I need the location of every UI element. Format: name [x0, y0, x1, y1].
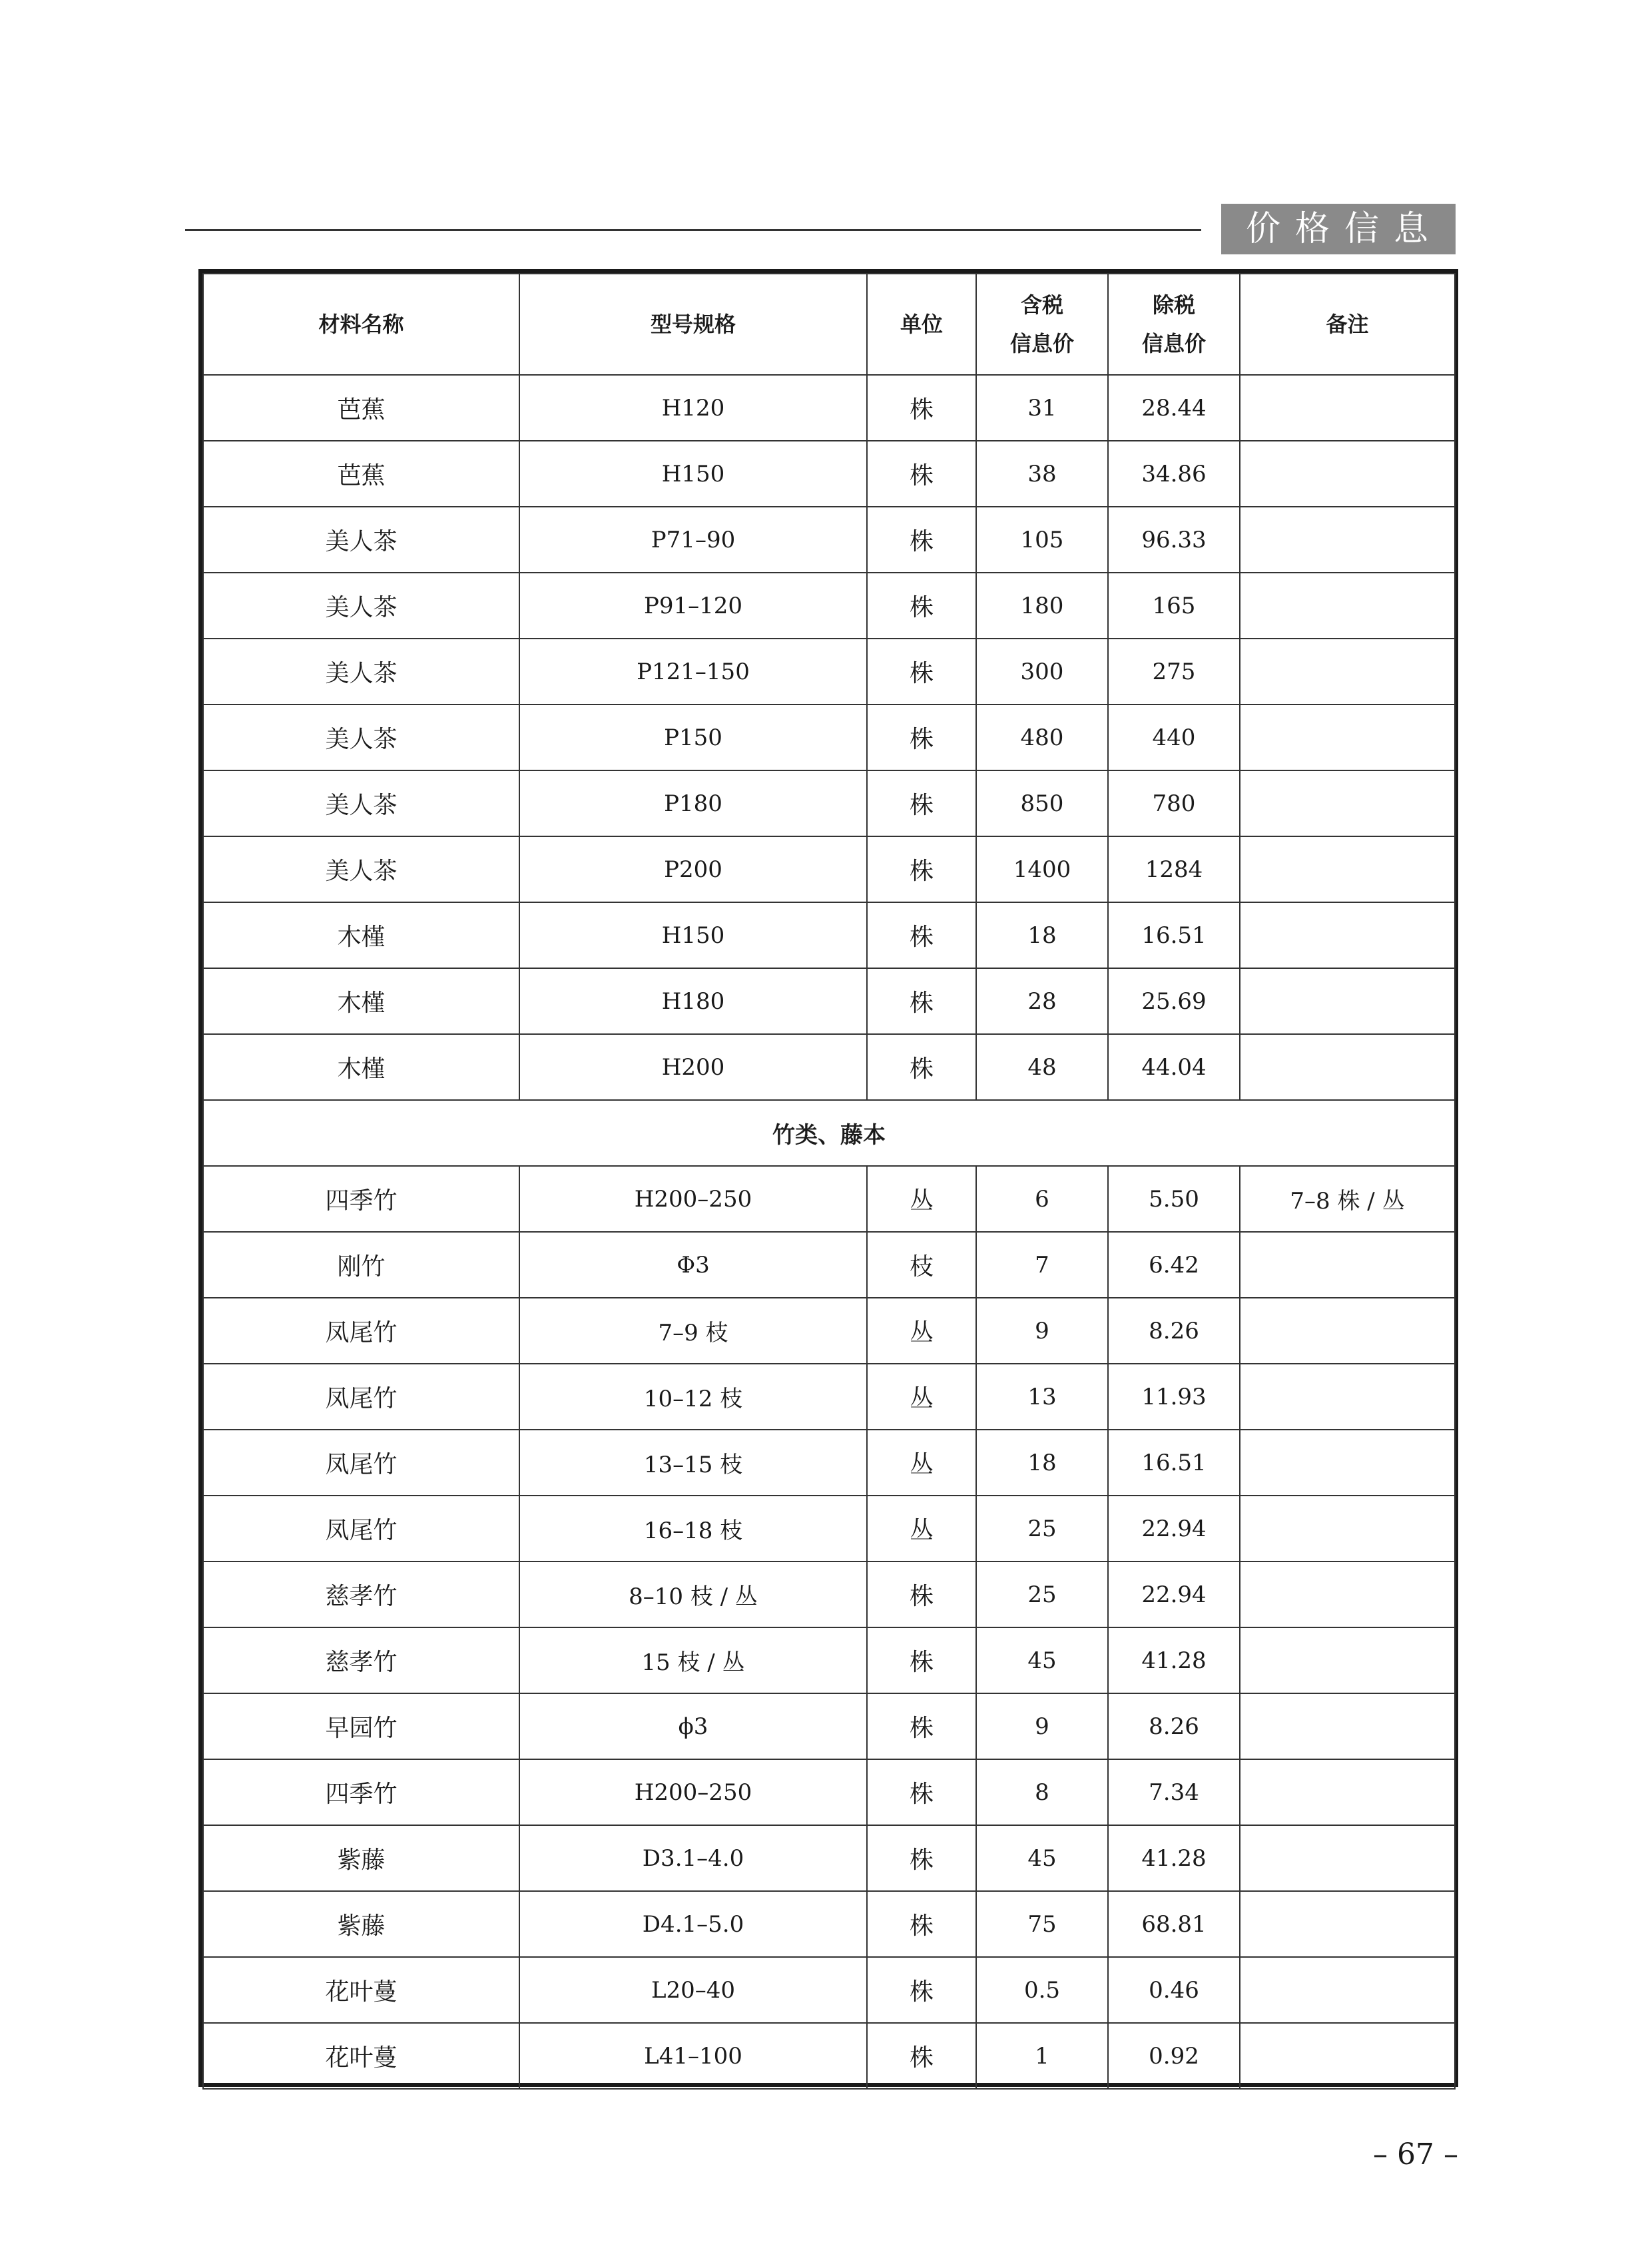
col-header-tax-inclusive-price: 含税 信息价	[976, 274, 1108, 375]
cell-spec: ϕ3	[519, 1693, 867, 1759]
cell-unit: 枝	[867, 1232, 976, 1298]
cell-remarks	[1240, 639, 1455, 705]
cell-tax-inclusive-price: 105	[976, 507, 1108, 573]
cell-spec: P71–90	[519, 507, 867, 573]
cell-tax-inclusive-price: 48	[976, 1034, 1108, 1100]
cell-spec: H200–250	[519, 1166, 867, 1232]
table-body-b	[203, 1166, 1455, 2089]
cell-remarks	[1240, 507, 1455, 573]
table-row	[203, 1166, 1455, 1232]
cell-spec: P180	[519, 770, 867, 836]
section-title-box	[1221, 204, 1456, 254]
cell-spec: H180	[519, 968, 867, 1034]
col-header-remarks: 备注	[1240, 274, 1455, 375]
cell-spec: H150	[519, 902, 867, 968]
cell-spec: 8–10 枝 / 丛	[519, 1561, 867, 1627]
cell-tax-exclusive-price: 165	[1108, 573, 1240, 639]
cell-tax-exclusive-price: 0.46	[1108, 1957, 1240, 2023]
table-row	[203, 1957, 1455, 2023]
cell-remarks	[1240, 1496, 1455, 1561]
cell-tax-inclusive-price: 38	[976, 441, 1108, 507]
cell-remarks	[1240, 1364, 1455, 1430]
cell-tax-exclusive-price: 44.04	[1108, 1034, 1240, 1100]
page-number: – 67 –	[1373, 2137, 1458, 2171]
cell-unit: 丛	[867, 1496, 976, 1561]
cell-material-name: 四季竹	[203, 1166, 519, 1232]
cell-unit: 丛	[867, 1166, 976, 1232]
cell-material-name: 木槿	[203, 1034, 519, 1100]
cell-remarks	[1240, 1561, 1455, 1627]
table-header-row	[203, 274, 1455, 375]
table-row	[203, 836, 1455, 902]
cell-remarks	[1240, 2023, 1455, 2089]
cell-spec: H120	[519, 375, 867, 441]
cell-tax-exclusive-price: 0.92	[1108, 2023, 1240, 2089]
cell-remarks	[1240, 1957, 1455, 2023]
cell-spec: L20–40	[519, 1957, 867, 2023]
cell-remarks	[1240, 375, 1455, 441]
cell-material-name: 凤尾竹	[203, 1496, 519, 1561]
table-row	[203, 507, 1455, 573]
cell-tax-exclusive-price: 68.81	[1108, 1891, 1240, 1957]
cell-tax-inclusive-price: 25	[976, 1496, 1108, 1561]
cell-unit: 株	[867, 705, 976, 770]
cell-unit: 株	[867, 770, 976, 836]
cell-spec: H150	[519, 441, 867, 507]
table-row	[203, 1891, 1455, 1957]
cell-tax-inclusive-price: 9	[976, 1298, 1108, 1364]
cell-material-name: 紫藤	[203, 1825, 519, 1891]
cell-unit: 丛	[867, 1298, 976, 1364]
cell-spec: 16–18 枝	[519, 1496, 867, 1561]
cell-material-name: 花叶蔓	[203, 1957, 519, 2023]
cell-material-name: 凤尾竹	[203, 1364, 519, 1430]
table-row	[203, 705, 1455, 770]
table-row	[203, 968, 1455, 1034]
cell-tax-inclusive-price: 180	[976, 573, 1108, 639]
cell-tax-exclusive-price: 16.51	[1108, 902, 1240, 968]
cell-remarks	[1240, 573, 1455, 639]
cell-remarks	[1240, 705, 1455, 770]
cell-spec: D4.1–5.0	[519, 1891, 867, 1957]
cell-remarks	[1240, 1891, 1455, 1957]
cell-tax-inclusive-price: 1	[976, 2023, 1108, 2089]
table-row	[203, 1561, 1455, 1627]
table-section	[203, 1100, 1455, 1166]
cell-tax-exclusive-price: 5.50	[1108, 1166, 1240, 1232]
cell-tax-exclusive-price: 41.28	[1108, 1627, 1240, 1693]
section-label: 竹类、藤本	[203, 1100, 1455, 1166]
cell-unit: 株	[867, 573, 976, 639]
cell-tax-inclusive-price: 1400	[976, 836, 1108, 902]
cell-unit: 株	[867, 1891, 976, 1957]
cell-tax-inclusive-price: 300	[976, 639, 1108, 705]
table-row	[203, 770, 1455, 836]
cell-tax-exclusive-price: 25.69	[1108, 968, 1240, 1034]
price-table-container	[198, 269, 1458, 2087]
cell-tax-exclusive-price: 780	[1108, 770, 1240, 836]
header-rule	[185, 229, 1201, 231]
cell-unit: 株	[867, 639, 976, 705]
cell-unit: 株	[867, 375, 976, 441]
cell-tax-inclusive-price: 850	[976, 770, 1108, 836]
cell-tax-inclusive-price: 45	[976, 1627, 1108, 1693]
cell-material-name: 慈孝竹	[203, 1627, 519, 1693]
cell-spec: H200–250	[519, 1759, 867, 1825]
cell-tax-exclusive-price: 275	[1108, 639, 1240, 705]
table-row	[203, 2023, 1455, 2089]
cell-material-name: 凤尾竹	[203, 1430, 519, 1496]
cell-unit: 株	[867, 507, 976, 573]
cell-material-name: 美人茶	[203, 770, 519, 836]
cell-tax-exclusive-price: 41.28	[1108, 1825, 1240, 1891]
table-row	[203, 573, 1455, 639]
cell-unit: 株	[867, 2023, 976, 2089]
cell-tax-exclusive-price: 16.51	[1108, 1430, 1240, 1496]
cell-remarks	[1240, 836, 1455, 902]
table-row	[203, 1364, 1455, 1430]
cell-unit: 株	[867, 441, 976, 507]
cell-remarks	[1240, 1825, 1455, 1891]
cell-unit: 株	[867, 902, 976, 968]
table-row	[203, 1496, 1455, 1561]
cell-tax-exclusive-price: 22.94	[1108, 1561, 1240, 1627]
cell-spec: 10–12 枝	[519, 1364, 867, 1430]
table-body-a	[203, 375, 1455, 1100]
cell-material-name: 木槿	[203, 968, 519, 1034]
cell-tax-exclusive-price: 22.94	[1108, 1496, 1240, 1561]
table-row	[203, 1034, 1455, 1100]
cell-tax-inclusive-price: 31	[976, 375, 1108, 441]
cell-tax-inclusive-price: 480	[976, 705, 1108, 770]
cell-material-name: 美人茶	[203, 836, 519, 902]
cell-unit: 株	[867, 1825, 976, 1891]
cell-material-name: 紫藤	[203, 1891, 519, 1957]
cell-remarks	[1240, 1627, 1455, 1693]
cell-material-name: 慈孝竹	[203, 1561, 519, 1627]
table-row	[203, 375, 1455, 441]
cell-tax-inclusive-price: 8	[976, 1759, 1108, 1825]
cell-tax-exclusive-price: 440	[1108, 705, 1240, 770]
cell-spec: D3.1–4.0	[519, 1825, 867, 1891]
cell-unit: 株	[867, 1034, 976, 1100]
cell-tax-inclusive-price: 13	[976, 1364, 1108, 1430]
cell-unit: 株	[867, 1693, 976, 1759]
cell-material-name: 美人茶	[203, 705, 519, 770]
cell-spec: L41–100	[519, 2023, 867, 2089]
col-header-unit: 单位	[867, 274, 976, 375]
cell-tax-exclusive-price: 8.26	[1108, 1298, 1240, 1364]
cell-material-name: 刚竹	[203, 1232, 519, 1298]
cell-remarks	[1240, 1430, 1455, 1496]
cell-remarks	[1240, 770, 1455, 836]
cell-tax-inclusive-price: 25	[976, 1561, 1108, 1627]
table-row	[203, 1627, 1455, 1693]
cell-unit: 丛	[867, 1364, 976, 1430]
cell-remarks	[1240, 968, 1455, 1034]
table-row	[203, 1232, 1455, 1298]
cell-remarks	[1240, 1034, 1455, 1100]
cell-tax-exclusive-price: 34.86	[1108, 441, 1240, 507]
cell-tax-inclusive-price: 6	[976, 1166, 1108, 1232]
cell-tax-exclusive-price: 7.34	[1108, 1759, 1240, 1825]
cell-tax-inclusive-price: 7	[976, 1232, 1108, 1298]
cell-tax-inclusive-price: 0.5	[976, 1957, 1108, 2023]
cell-tax-inclusive-price: 18	[976, 1430, 1108, 1496]
cell-remarks	[1240, 441, 1455, 507]
cell-remarks	[1240, 1232, 1455, 1298]
cell-tax-inclusive-price: 45	[976, 1825, 1108, 1891]
table-row	[203, 902, 1455, 968]
cell-spec: 7–9 枝	[519, 1298, 867, 1364]
cell-material-name: 美人茶	[203, 507, 519, 573]
price-table	[202, 273, 1456, 2090]
cell-unit: 株	[867, 968, 976, 1034]
col-header-spec: 型号规格	[519, 274, 867, 375]
cell-tax-exclusive-price: 96.33	[1108, 507, 1240, 573]
section-title: 价格信息	[1245, 209, 1443, 249]
cell-spec: 15 枝 / 丛	[519, 1627, 867, 1693]
cell-material-name: 美人茶	[203, 639, 519, 705]
cell-spec: P121–150	[519, 639, 867, 705]
cell-unit: 株	[867, 1627, 976, 1693]
section-row	[203, 1100, 1455, 1166]
table-row	[203, 1759, 1455, 1825]
cell-remarks	[1240, 1298, 1455, 1364]
cell-material-name: 芭蕉	[203, 375, 519, 441]
cell-remarks	[1240, 902, 1455, 968]
cell-material-name: 四季竹	[203, 1759, 519, 1825]
cell-unit: 丛	[867, 1430, 976, 1496]
table-row	[203, 1298, 1455, 1364]
cell-spec: Φ3	[519, 1232, 867, 1298]
cell-spec: P200	[519, 836, 867, 902]
cell-material-name: 早园竹	[203, 1693, 519, 1759]
cell-material-name: 美人茶	[203, 573, 519, 639]
cell-tax-exclusive-price: 8.26	[1108, 1693, 1240, 1759]
cell-material-name: 芭蕉	[203, 441, 519, 507]
cell-tax-inclusive-price: 75	[976, 1891, 1108, 1957]
cell-spec: P91–120	[519, 573, 867, 639]
cell-tax-inclusive-price: 9	[976, 1693, 1108, 1759]
table-row	[203, 441, 1455, 507]
cell-material-name: 木槿	[203, 902, 519, 968]
table-row	[203, 639, 1455, 705]
cell-unit: 株	[867, 836, 976, 902]
cell-tax-exclusive-price: 6.42	[1108, 1232, 1240, 1298]
cell-material-name: 凤尾竹	[203, 1298, 519, 1364]
cell-spec: H200	[519, 1034, 867, 1100]
cell-spec: P150	[519, 705, 867, 770]
cell-tax-exclusive-price: 11.93	[1108, 1364, 1240, 1430]
cell-remarks	[1240, 1759, 1455, 1825]
cell-unit: 株	[867, 1957, 976, 2023]
cell-tax-inclusive-price: 18	[976, 902, 1108, 968]
cell-remarks	[1240, 1693, 1455, 1759]
table-row	[203, 1430, 1455, 1496]
col-header-tax-exclusive-price: 除税 信息价	[1108, 274, 1240, 375]
cell-tax-inclusive-price: 28	[976, 968, 1108, 1034]
cell-spec: 13–15 枝	[519, 1430, 867, 1496]
cell-unit: 株	[867, 1759, 976, 1825]
col-header-material-name: 材料名称	[203, 274, 519, 375]
table-row	[203, 1693, 1455, 1759]
cell-unit: 株	[867, 1561, 976, 1627]
cell-remarks: 7–8 株 / 丛	[1240, 1166, 1455, 1232]
cell-tax-exclusive-price: 1284	[1108, 836, 1240, 902]
cell-material-name: 花叶蔓	[203, 2023, 519, 2089]
cell-tax-exclusive-price: 28.44	[1108, 375, 1240, 441]
table-row	[203, 1825, 1455, 1891]
